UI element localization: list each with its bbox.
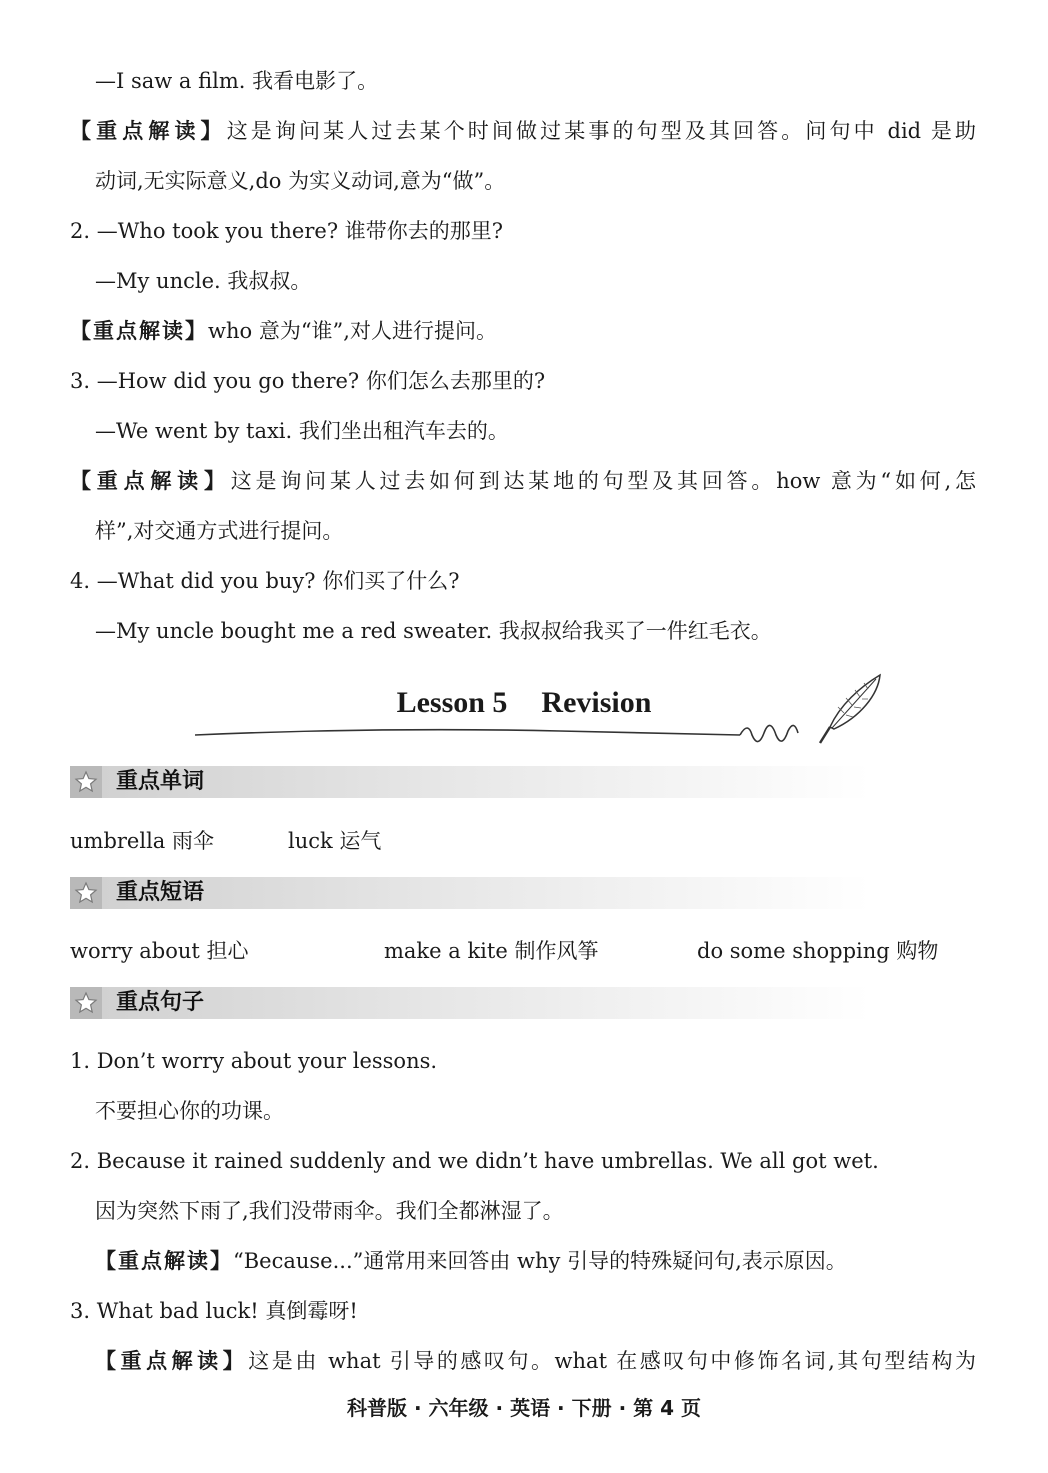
- sentence-2: 2. Because it rained suddenly and we didn’t have umbrellas. We all got wet.: [70, 1149, 879, 1173]
- section-header-phrases: [70, 877, 870, 909]
- phrase-item: do some shopping 购物: [697, 939, 939, 963]
- sentence-1: 1. Don’t worry about your lessons.: [70, 1049, 438, 1073]
- key-note-3-cont: 样”,对交通方式进行提问。: [95, 519, 344, 543]
- key-note-text: “Because...”通常用来回答由 why 引导的特殊疑问句,表示原因。: [233, 1249, 847, 1273]
- section-title: 重点短语: [116, 880, 205, 905]
- key-note-1: [70, 116, 976, 146]
- star-icon: [70, 987, 102, 1019]
- lesson-topic: Revision: [541, 686, 652, 719]
- star-icon: [70, 877, 102, 909]
- key-note-label: 【重点解读】: [70, 469, 231, 493]
- key-note-label: 【重点解读】: [95, 1249, 233, 1273]
- section-title: 重点单词: [116, 769, 205, 794]
- key-note-text: 这是询问某人过去某个时间做过某事的句型及其回答。问句中 did 是助: [226, 119, 977, 143]
- sentence-3: 3. What bad luck! 真倒霉呀!: [70, 1299, 358, 1323]
- dialog-question-3: 3. —How did you go there? 你们怎么去那里的?: [70, 369, 546, 393]
- key-note-text: 这是询问某人过去如何到达某地的句型及其回答。how 意为“如何,怎: [230, 469, 976, 493]
- feather-pen-icon: [180, 665, 900, 755]
- key-note-2: [70, 316, 497, 346]
- section-header-words: [70, 766, 870, 798]
- star-icon: [70, 766, 102, 798]
- key-note-label: 【重点解读】: [70, 119, 227, 143]
- sentence-2-translation: 因为突然下雨了,我们没带雨伞。我们全都淋湿了。: [95, 1199, 564, 1223]
- key-note-text: who 意为“谁”,对人进行提问。: [208, 319, 497, 343]
- dialog-question-4: 4. —What did you buy? 你们买了什么?: [70, 569, 460, 593]
- dialog-answer-4: —My uncle bought me a red sweater. 我叔叔给我买了一件红毛衣。: [95, 619, 772, 643]
- phrase-item: worry about 担心: [70, 939, 249, 963]
- key-note-label: 【重点解读】: [95, 1349, 249, 1373]
- phrase-item: make a kite 制作风筝: [384, 939, 599, 963]
- key-note-3: [70, 466, 976, 496]
- lesson-number: Lesson 5: [396, 686, 508, 719]
- word-item: luck 运气: [288, 829, 382, 853]
- section-title: 重点句子: [116, 990, 205, 1015]
- dialog-question-2: 2. —Who took you there? 谁带你去的那里?: [70, 219, 504, 243]
- sentence-1-translation: 不要担心你的功课。: [95, 1099, 284, 1123]
- word-item: umbrella 雨伞: [70, 829, 214, 853]
- dialog-answer-3: —We went by taxi. 我们坐出租汽车去的。: [95, 419, 509, 443]
- key-note-text: 这是由 what 引导的感叹句。what 在感叹句中修饰名词,其句型结构为: [248, 1349, 976, 1373]
- key-note-label: 【重点解读】: [70, 319, 208, 343]
- page-footer: 科普版 · 六年级 · 英语 · 下册 · 第 4 页: [347, 1396, 701, 1420]
- dialog-answer-1: —I saw a film. 我看电影了。: [95, 69, 379, 93]
- dialog-answer-2: —My uncle. 我叔叔。: [95, 269, 312, 293]
- section-header-sentences: [70, 987, 870, 1019]
- key-note-1-cont: 动词,无实际意义,do 为实义动词,意为“做”。: [95, 169, 506, 193]
- key-note-5: [95, 1346, 976, 1376]
- key-note-4: [95, 1246, 847, 1276]
